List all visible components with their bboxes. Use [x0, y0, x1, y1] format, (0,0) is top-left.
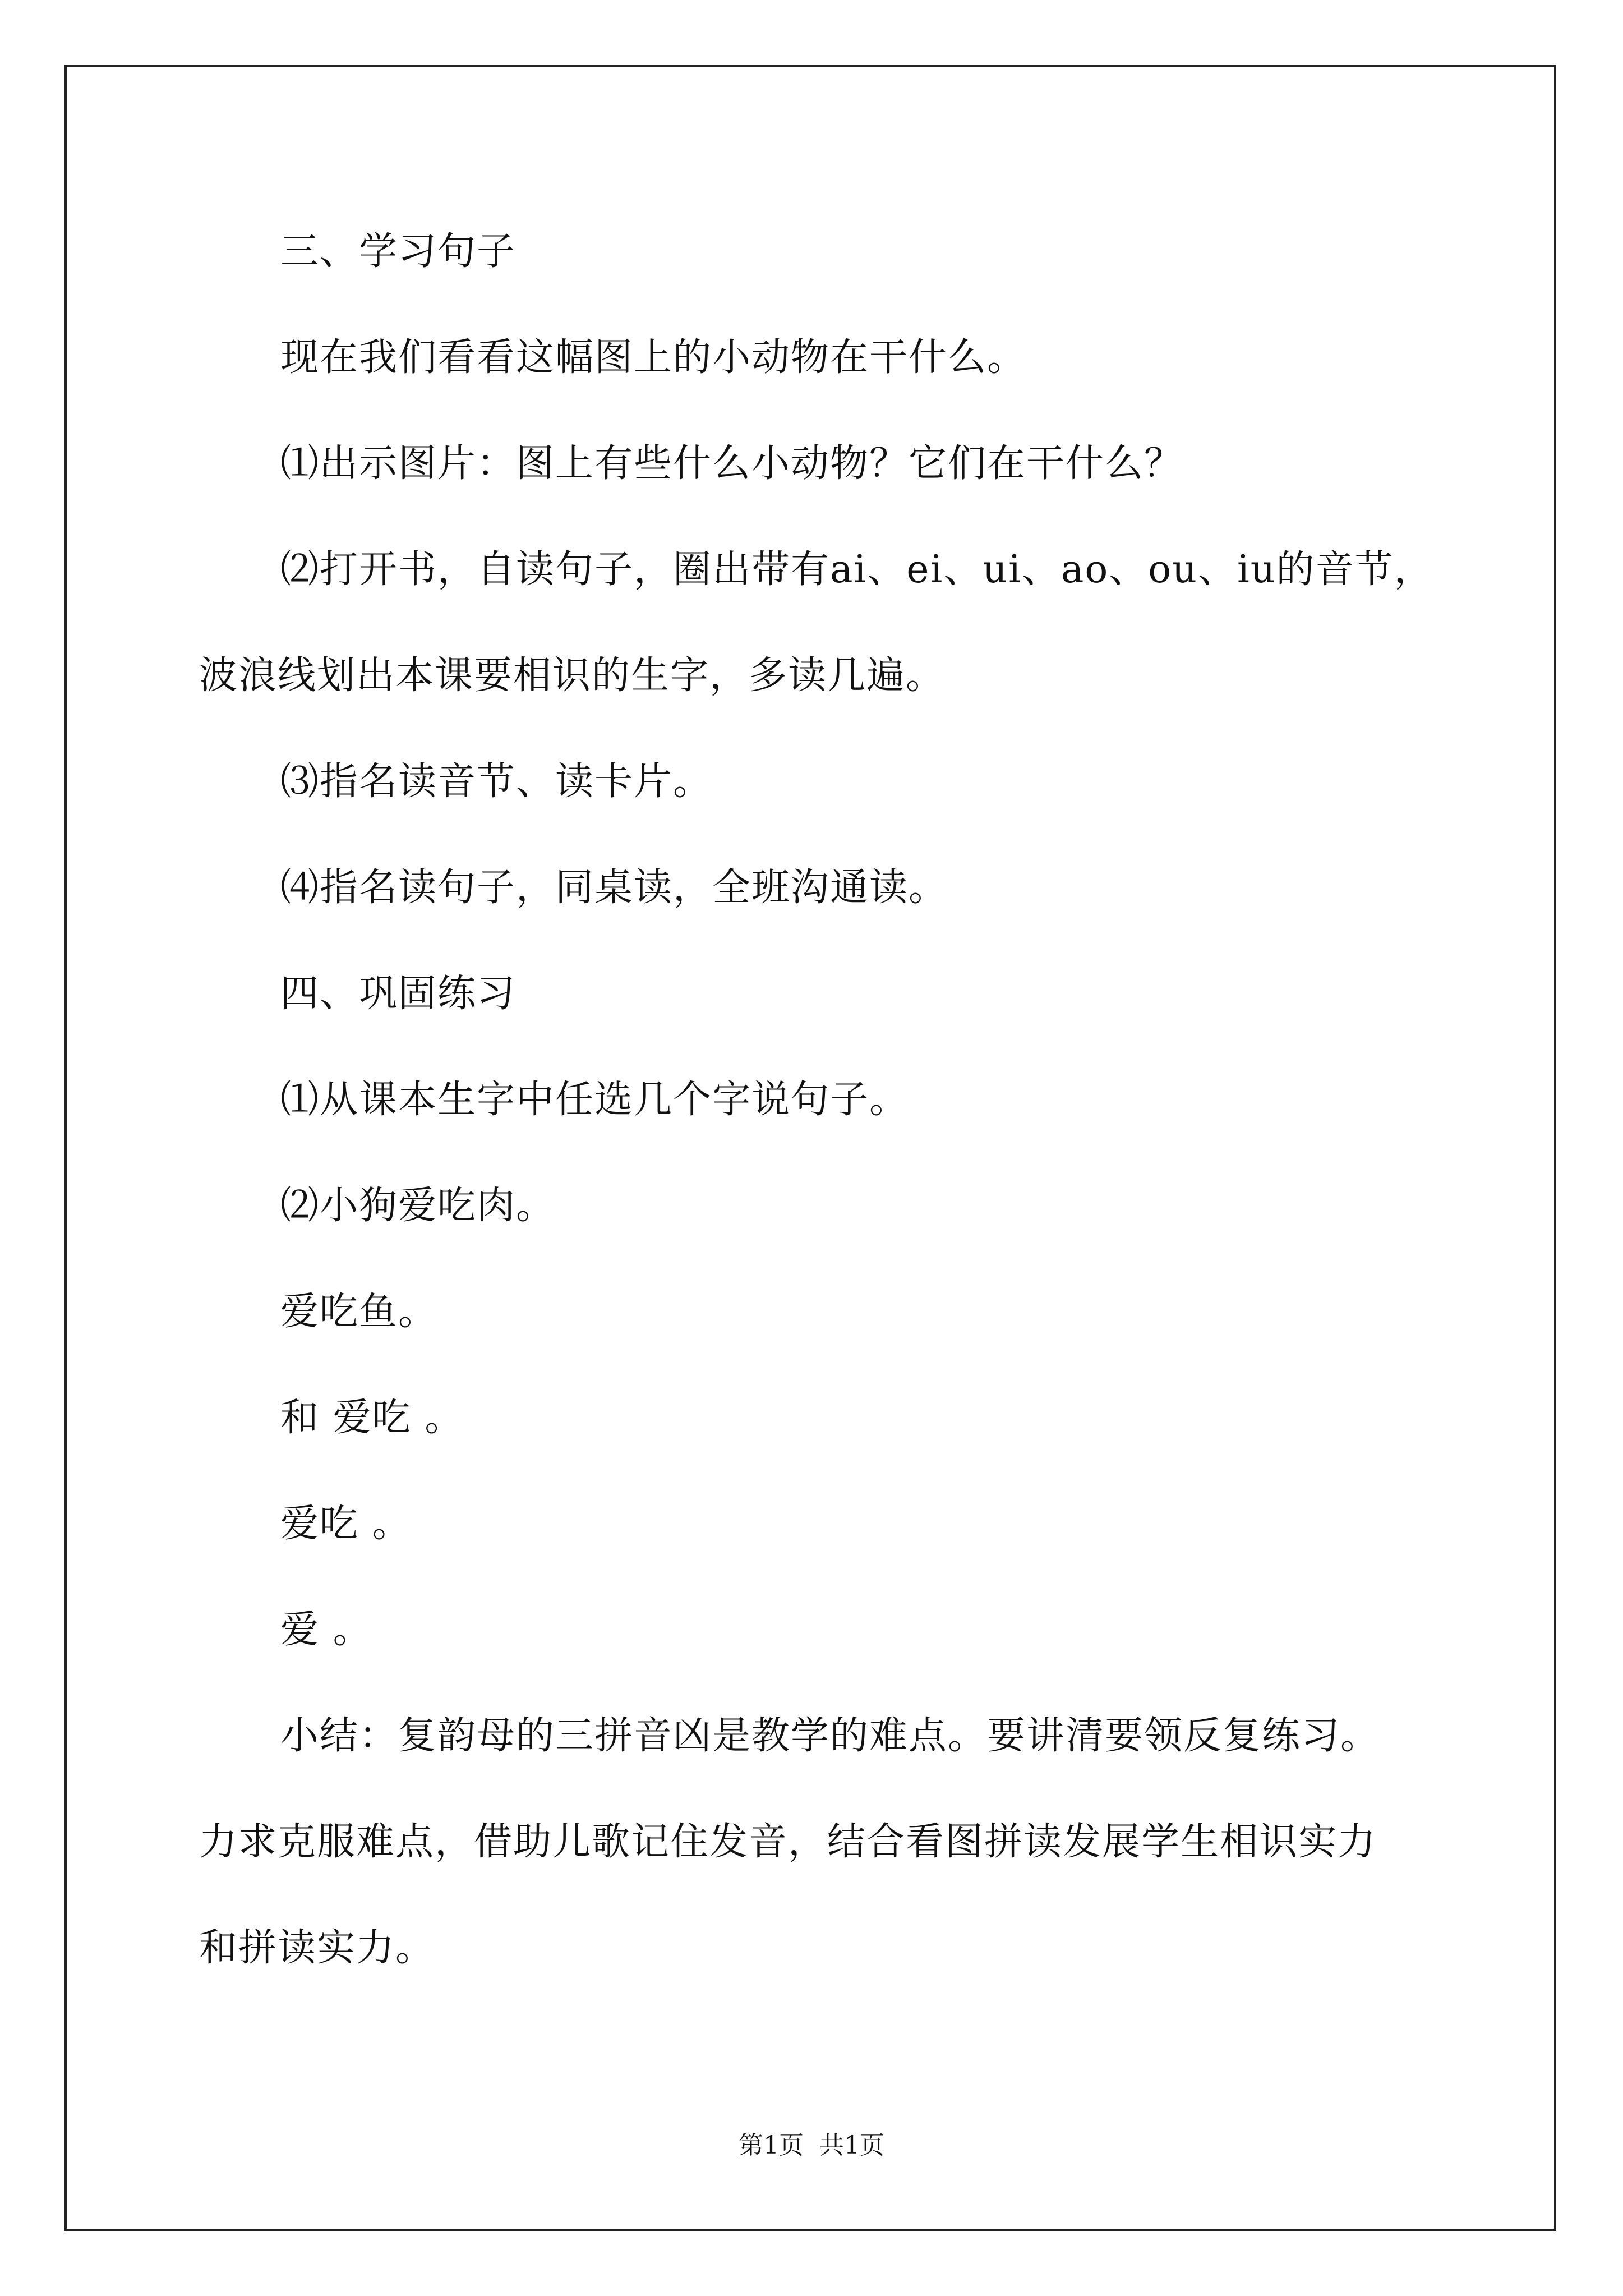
- paragraph: 爱 。: [280, 1608, 372, 1652]
- paragraph: ⑴从课本生字中任选几个字说句子。: [280, 1078, 909, 1122]
- paragraph: ⑴出示图片：图上有些什么小动物？它们在干什么？: [280, 441, 1184, 486]
- paragraph-continuation: 波浪线划出本课要相识的生字，多读几遍。: [199, 654, 946, 698]
- paragraph: 现在我们看看这幅图上的小动物在干什么。: [280, 335, 1027, 380]
- section-heading: 三、学习句子: [280, 229, 517, 274]
- page-total: 共1页: [819, 2131, 884, 2160]
- page-number: 第1页: [739, 2131, 804, 2160]
- summary-continuation: 和拼读实力。: [199, 1926, 435, 1970]
- section-heading: 四、巩固练习: [280, 972, 517, 1016]
- page-footer: [0, 2125, 1623, 2161]
- paragraph: ⑵打开书，自读句子，圈出带有ai、ei、ui、ao、ou、iu的音节，: [280, 547, 1433, 592]
- summary-paragraph: 小结：复韵母的三拼音凶是教学的难点。要讲清要领反复练习。: [280, 1714, 1380, 1758]
- paragraph: 和 爱吃 。: [280, 1396, 464, 1440]
- paragraph: ⑷指名读句子，同桌读，全班沟通读。: [280, 866, 948, 910]
- summary-continuation: 力求克服难点，借助儿歌记住发音，结合看图拼读发展学生相识实力: [199, 1820, 1377, 1864]
- paragraph: 爱吃鱼。: [280, 1290, 438, 1334]
- paragraph: ⑵小狗爱吃肉。: [280, 1184, 556, 1228]
- paragraph: 爱吃 。: [280, 1502, 412, 1546]
- paragraph: ⑶指名读音节、读卡片。: [280, 760, 713, 804]
